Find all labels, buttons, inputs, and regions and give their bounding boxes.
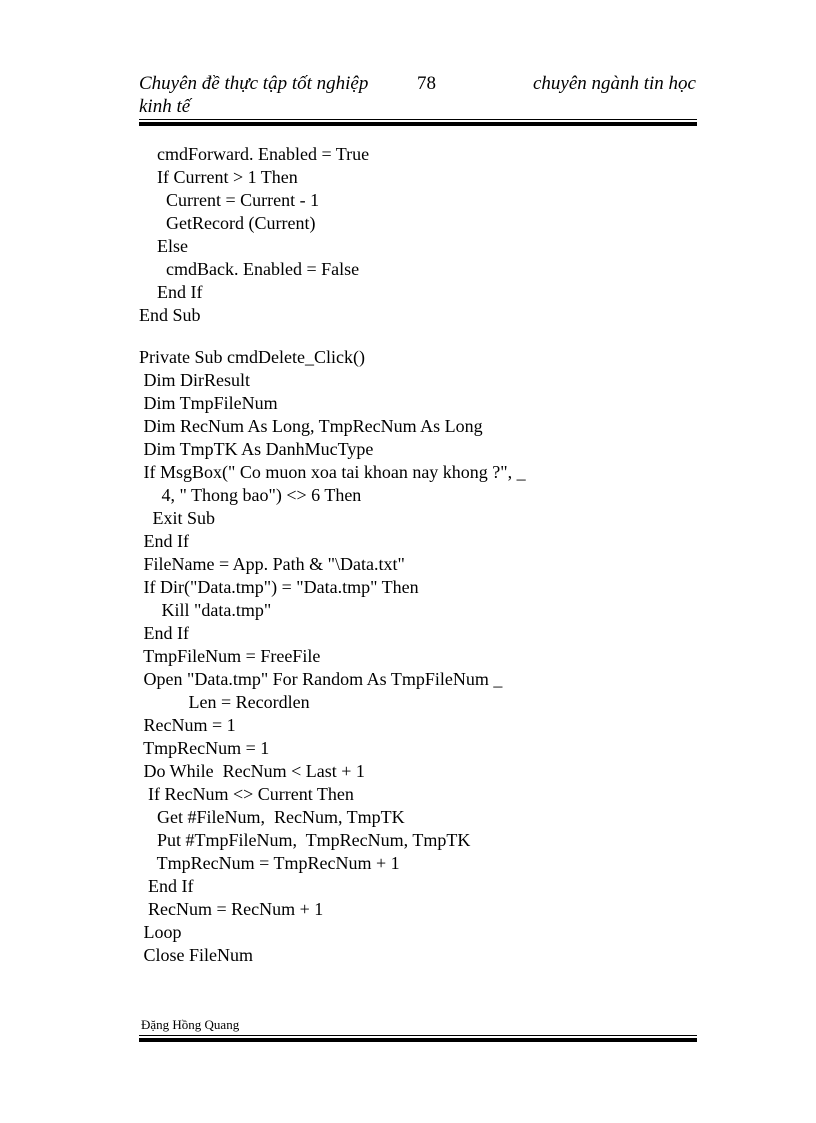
code-line: Dim TmpTK As DanhMucType bbox=[139, 439, 374, 459]
page-number: 78 bbox=[417, 73, 436, 94]
code-line: Open "Data.tmp" For Random As TmpFileNum _ bbox=[139, 669, 503, 689]
header-rule-thin bbox=[139, 119, 697, 120]
code-line: Dim RecNum As Long, TmpRecNum As Long bbox=[139, 416, 483, 436]
code-line: cmdForward. Enabled = True bbox=[139, 144, 370, 164]
code-line: End If bbox=[139, 876, 194, 896]
code-line: RecNum = 1 bbox=[139, 715, 236, 735]
code-line: Close FileNum bbox=[139, 945, 254, 965]
code-line: Put #TmpFileNum, TmpRecNum, TmpTK bbox=[139, 830, 471, 850]
code-line: End If bbox=[139, 623, 189, 643]
code-line: Loop bbox=[139, 922, 182, 942]
code-line: TmpFileNum = FreeFile bbox=[139, 646, 321, 666]
code-block-spacer bbox=[139, 327, 526, 346]
header-subject: chuyên ngành tin học bbox=[532, 73, 696, 94]
code-line: Private Sub cmdDelete_Click() bbox=[139, 347, 365, 367]
header-title-line1: Chuyên đề thực tập tốt nghiệp bbox=[139, 73, 369, 94]
code-line: Kill "data.tmp" bbox=[139, 600, 272, 620]
code-line: Do While RecNum < Last + 1 bbox=[139, 761, 365, 781]
footer-rule-thin bbox=[139, 1035, 697, 1036]
code-line: RecNum = RecNum + 1 bbox=[139, 899, 324, 919]
code-line: Len = Recordlen bbox=[139, 692, 310, 712]
code-line: Else bbox=[139, 236, 188, 256]
footer-rule-thick bbox=[139, 1038, 697, 1042]
code-line: GetRecord (Current) bbox=[139, 213, 316, 233]
code-line: End If bbox=[139, 282, 203, 302]
code-line: End If bbox=[139, 531, 189, 551]
header-title-line2: kinh tế bbox=[139, 96, 191, 117]
code-line: Exit Sub bbox=[139, 508, 216, 528]
code-line: If MsgBox(" Co muon xoa tai khoan nay khong ?", _ bbox=[139, 462, 526, 482]
code-line: If Current > 1 Then bbox=[139, 167, 298, 187]
footer-author: Đặng Hồng Quang bbox=[141, 1017, 240, 1032]
code-line: Get #FileNum, RecNum, TmpTK bbox=[139, 807, 405, 827]
code-line: End Sub bbox=[139, 305, 201, 325]
code-line: Dim DirResult bbox=[139, 370, 250, 390]
code-line: TmpRecNum = TmpRecNum + 1 bbox=[139, 853, 400, 873]
header-rule-thick bbox=[139, 122, 697, 126]
code-line: If Dir("Data.tmp") = "Data.tmp" Then bbox=[139, 577, 419, 597]
code-line: Dim TmpFileNum bbox=[139, 393, 278, 413]
code-line: TmpRecNum = 1 bbox=[139, 738, 270, 758]
code-line: FileName = App. Path & "\Data.txt" bbox=[139, 554, 405, 574]
code-line: cmdBack. Enabled = False bbox=[139, 259, 360, 279]
code-block-end-of-procedure bbox=[139, 143, 526, 327]
code-line: If RecNum <> Current Then bbox=[139, 784, 354, 804]
code-listing bbox=[139, 143, 526, 967]
code-block-cmd-delete-click bbox=[139, 346, 526, 967]
code-line: Current = Current - 1 bbox=[139, 190, 320, 210]
code-line: 4, " Thong bao") <> 6 Then bbox=[139, 485, 362, 505]
